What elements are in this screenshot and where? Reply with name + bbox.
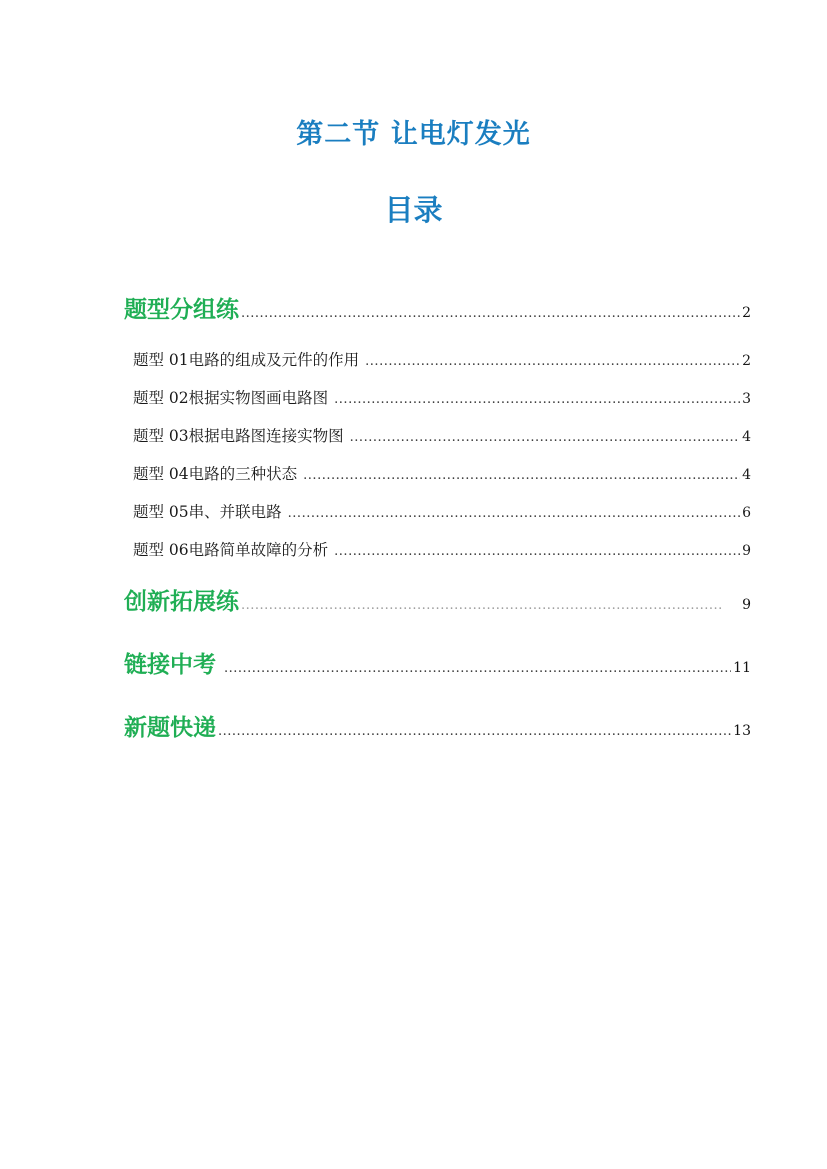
toc-leader-dots [224,661,731,676]
toc-page-number: 11 [733,660,751,676]
toc-subitem-label: 电路的组成及元件的作用 [188,351,360,369]
toc-leader-dots [365,354,740,369]
toc-page-number: 9 [742,597,751,613]
toc-leader-dots [303,468,740,483]
toc-page-number: 6 [742,505,751,521]
toc-leader-dots [334,544,740,559]
toc-section-label: 新题快递 [124,715,216,741]
toc-page-number: 3 [742,391,751,407]
toc-subitem-type: 题型 05 [133,503,189,521]
toc-section-2[interactable] [124,583,751,616]
toc-subitem-type: 题型 04 [133,465,189,483]
toc-section-3[interactable] [124,646,751,679]
toc-subitem-type: 题型 01 [133,351,189,369]
toc-leader-dots [241,306,740,321]
toc-subitem-type: 题型 02 [133,389,189,407]
toc-heading: 目录 [384,193,443,227]
toc-section-4[interactable] [124,709,751,742]
toc-section-label: 创新拓展练 [124,589,239,615]
toc-section-label: 链接中考 [124,652,216,678]
toc-page-number: 4 [742,467,751,483]
toc-subitem-2[interactable] [133,386,751,408]
toc-page-number: 13 [733,723,751,739]
toc-leader-dots [334,392,740,407]
toc-subitem-5[interactable] [133,500,751,522]
toc-page-number: 2 [742,353,751,369]
toc-page-number: 2 [742,305,751,321]
page-title: 第二节 让电灯发光 [296,119,531,150]
toc-subitem-label: 电路的三种状态 [188,465,298,483]
toc-subitem-label: 根据电路图连接实物图 [188,427,344,445]
toc-leader-dots [218,724,731,739]
toc-leader-dots [241,598,724,613]
toc-subitem-1[interactable] [133,348,751,370]
toc-subitem-type: 题型 06 [133,541,189,559]
toc-subitem-4[interactable] [133,462,751,484]
toc-section-1[interactable] [124,291,751,324]
toc-subitem-label: 根据实物图画电路图 [188,389,329,407]
toc-subitem-type: 题型 03 [133,427,189,445]
toc-subitem-label: 串、并联电路 [188,503,282,521]
toc-leader-dots [350,430,740,445]
toc-page-number: 9 [742,543,751,559]
toc-section-label: 题型分组练 [124,297,239,323]
toc-subitem-label: 电路简单故障的分析 [188,541,329,559]
toc-page-number: 4 [742,429,751,445]
toc-subitem-3[interactable] [133,424,751,446]
toc-leader-dots [288,506,740,521]
toc-subitem-6[interactable] [133,538,751,560]
